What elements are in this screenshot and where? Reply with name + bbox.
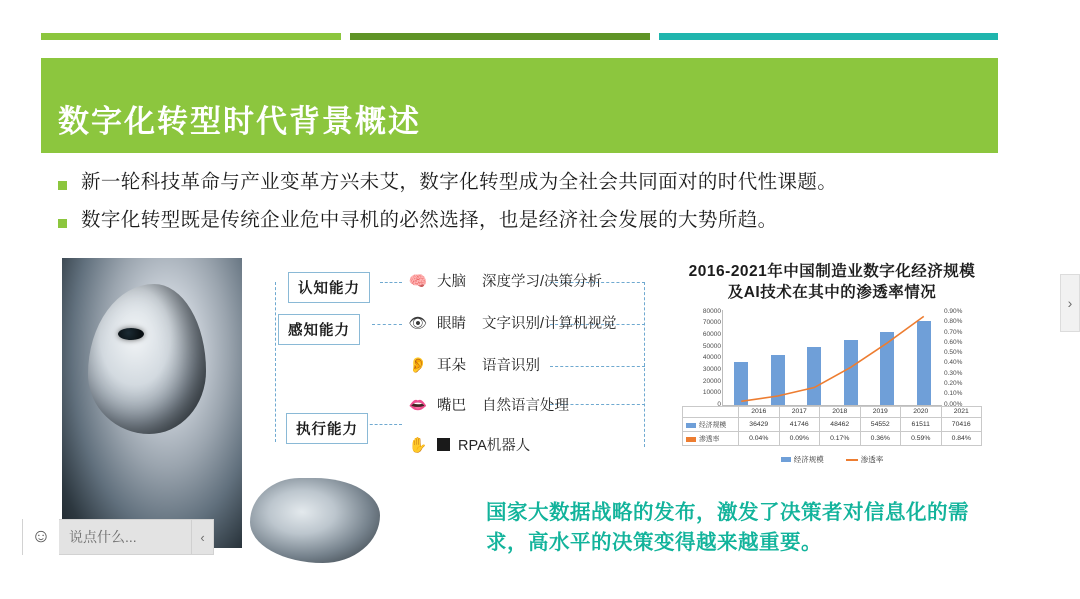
- y-tick: 0.90%: [944, 307, 963, 315]
- legend-swatch-bar: [781, 457, 791, 462]
- capability-part: 眼睛: [437, 316, 466, 332]
- y-tick: 50000: [702, 342, 721, 350]
- bullet-square-icon: [58, 181, 67, 190]
- table-row-label: [683, 417, 739, 431]
- robot-head-image: [62, 258, 242, 548]
- table-row-label: [683, 431, 739, 445]
- decorative-top-bars: [41, 33, 998, 40]
- next-slide-button[interactable]: [1060, 274, 1080, 332]
- chart-title: 2016-2021年中国制造业数字化经济规模及AI技术在其中的渗透率情况: [688, 263, 976, 301]
- chart-bars: [723, 310, 942, 405]
- table-cell: 2019: [860, 406, 901, 417]
- capability-desc: 文字识别/计算机视觉: [482, 316, 617, 332]
- table-cell: 54552: [860, 417, 901, 431]
- bullet-text: 新一轮科技革命与产业变革方兴未艾，数字化转型成为全社会共同面对的时代性课题。: [81, 171, 838, 193]
- table-row: [683, 431, 982, 445]
- diagram-connector-vertical: [275, 282, 276, 442]
- diagram-connector: [372, 324, 402, 325]
- chart-bar: [807, 347, 821, 405]
- table-cell: 2018: [820, 406, 861, 417]
- table-cell: 0.84%: [941, 431, 982, 445]
- y-tick: 80000: [702, 307, 721, 315]
- chart-bar: [917, 321, 931, 405]
- diagram-connector: [380, 282, 402, 283]
- chart-data-table: [682, 406, 982, 446]
- table-cell: 2021: [941, 406, 982, 417]
- table-row: [683, 417, 982, 431]
- chart-bar: [771, 355, 785, 405]
- y-tick: 0: [717, 400, 721, 408]
- capability-desc: 自然语言处理: [482, 398, 569, 414]
- y-tick: 0.00%: [944, 400, 963, 408]
- table-cell: 48462: [820, 417, 861, 431]
- bullet-list: [58, 170, 988, 247]
- capability-item: [405, 434, 530, 455]
- capability-diagram: [250, 258, 660, 478]
- y-tick: 30000: [702, 365, 721, 373]
- y-tick: 0.20%: [944, 380, 963, 388]
- capability-item: [405, 354, 540, 375]
- table-cell: 0.04%: [739, 431, 780, 445]
- top-bar-dark-green: [350, 33, 650, 40]
- capability-desc: 深度学习/决策分析: [482, 274, 603, 290]
- capability-part: 大脑: [437, 274, 466, 290]
- series-name: 渗透率: [699, 436, 720, 444]
- diagram-connector-vertical-right: [644, 282, 645, 447]
- legend-swatch-line: [846, 459, 858, 461]
- mouth-icon: 👄: [408, 396, 428, 414]
- y-tick: 70000: [702, 319, 721, 327]
- capability-item: [405, 394, 569, 415]
- robot-hand-image: [250, 478, 380, 563]
- y-tick: 20000: [702, 377, 721, 385]
- eye-icon: 👁: [408, 314, 428, 332]
- legend-label: 经济规模: [793, 454, 824, 464]
- legend-entry-bar: [781, 454, 824, 465]
- capability-item: [405, 312, 617, 333]
- list-item: [58, 208, 988, 232]
- capability-desc: 语音识别: [482, 358, 540, 374]
- chart-plot-area: [702, 307, 963, 408]
- diagram-connector: [550, 366, 645, 367]
- table-cell: 70416: [941, 417, 982, 431]
- bullet-text: 数字化转型既是传统企业危中寻机的必然选择，也是经济社会发展的大势所趋。: [81, 209, 778, 232]
- capability-label-execution: 执行能力: [286, 413, 368, 444]
- ear-icon: 👂: [408, 356, 428, 374]
- chevron-left-icon[interactable]: ‹: [191, 520, 213, 554]
- chart-legend: [682, 454, 982, 465]
- y-tick: 0.50%: [944, 349, 963, 357]
- y-tick: 40000: [702, 354, 721, 362]
- capability-item: [405, 270, 602, 291]
- table-cell: 0.59%: [901, 431, 942, 445]
- chart-y-axis-left: [683, 308, 721, 408]
- hand-icon: ✋: [408, 436, 428, 454]
- table-cell: 41746: [779, 417, 820, 431]
- comment-input-widget[interactable]: [22, 519, 214, 555]
- page-title: 数字化转型时代背景概述: [58, 104, 421, 139]
- y-tick: 0.40%: [944, 359, 963, 367]
- capability-label-cognition: 认知能力: [288, 272, 370, 303]
- y-tick: 0.80%: [944, 318, 963, 326]
- capability-part: 耳朵: [437, 358, 466, 374]
- smiley-icon[interactable]: ☺: [23, 519, 59, 555]
- table-cell: 0.09%: [779, 431, 820, 445]
- robot-block-icon: [437, 438, 450, 451]
- table-cell-blank: [683, 406, 739, 417]
- table-cell: 36429: [739, 417, 780, 431]
- y-tick: 60000: [702, 331, 721, 339]
- y-tick: 0.70%: [944, 328, 963, 336]
- list-item: [58, 170, 988, 194]
- bullet-square-icon: [58, 219, 67, 228]
- table-cell: 2020: [901, 406, 942, 417]
- chart-bar: [734, 362, 748, 405]
- series-name: 经济规模: [699, 422, 727, 430]
- closing-statement: 国家大数据战略的发布，激发了决策者对信息化的需求，高水平的决策变得越来越重要。: [486, 501, 969, 554]
- legend-entry-line: [846, 454, 884, 465]
- capability-label-perception: 感知能力: [278, 314, 360, 345]
- table-cell: 0.36%: [860, 431, 901, 445]
- chart-container: [682, 262, 982, 462]
- y-tick: 0.60%: [944, 338, 963, 346]
- top-bar-green: [41, 33, 341, 40]
- y-tick: 0.30%: [944, 369, 963, 377]
- table-cell: 2016: [739, 406, 780, 417]
- capability-part: 嘴巴: [437, 398, 466, 414]
- chevron-right-icon: ›: [1067, 295, 1073, 311]
- table-cell: 61511: [901, 417, 942, 431]
- series-swatch-bar: [686, 423, 696, 428]
- brain-icon: 🧠: [408, 272, 428, 290]
- y-tick: 10000: [702, 389, 721, 397]
- chart-bar: [880, 332, 894, 405]
- top-bar-teal: [659, 33, 998, 40]
- table-cell: 0.17%: [820, 431, 861, 445]
- table-cell: 2017: [779, 406, 820, 417]
- y-tick: 0.10%: [944, 390, 963, 398]
- legend-label: 渗透率: [860, 454, 884, 464]
- chart-y-axis-right: [944, 308, 982, 408]
- comment-placeholder[interactable]: 说点什么...: [69, 529, 137, 545]
- series-swatch-line: [686, 437, 696, 442]
- capability-desc: RPA机器人: [458, 438, 531, 454]
- table-row: [683, 406, 982, 417]
- chart-bar: [844, 340, 858, 405]
